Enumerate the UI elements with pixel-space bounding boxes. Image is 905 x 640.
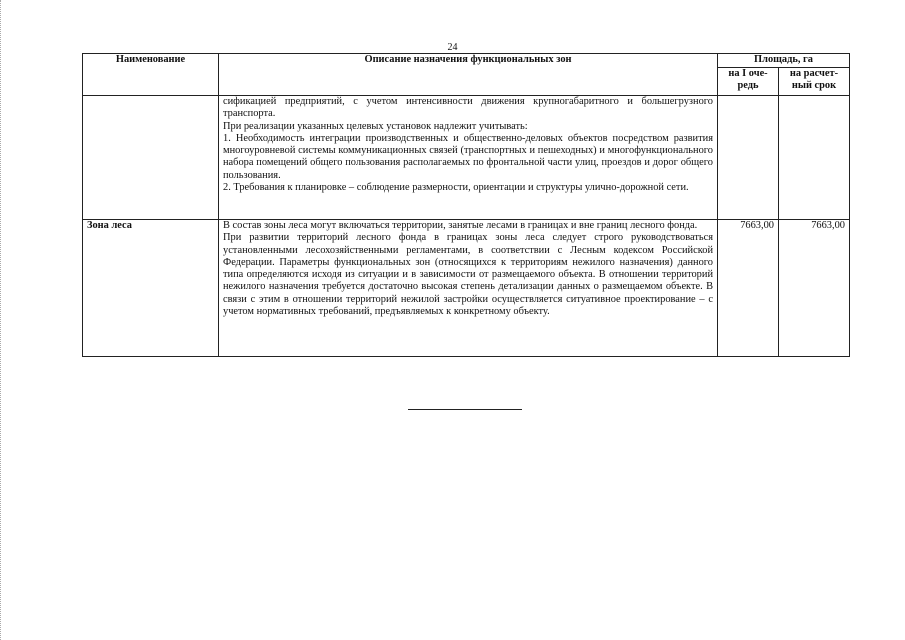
description-paragraph: 2. Требования к планировке – соблюдение размерности, ориентации и структуры улично-дорожной сети.	[223, 182, 689, 194]
header-first-stage: на I оче-редь	[718, 68, 779, 96]
row-estimated-term	[779, 96, 850, 220]
header-area: Площадь, га	[718, 54, 850, 68]
header-estimated-term: на расчет-ный срок	[779, 68, 850, 96]
table-row	[83, 96, 850, 220]
description-paragraph: При реализации указанных целевых установок надлежит учитывать:	[223, 120, 528, 132]
header-row-1	[83, 54, 850, 68]
functional-zones-table	[82, 53, 850, 357]
description-paragraph: сификацией предприятий, с учетом интенсивности движения крупногабаритного и большегрузного транспорта.	[223, 96, 713, 120]
table-row	[83, 220, 850, 357]
header-description: Описание назначения функциональных зон	[219, 54, 718, 96]
row-description	[219, 220, 718, 357]
row-first-stage	[718, 96, 779, 220]
header-name: Наименование	[83, 54, 219, 96]
row-name: Зона леса	[83, 220, 219, 357]
description-paragraph: 1. Необходимость интеграции производственных и общественно-деловых объектов посредством развития многоуровневой системы коммуникационных связей (транспортных и пешеходных) и многофункционального набора помещений общего пользования располагаемых по фронтальной части улиц, проездов и дорог общего пользования.	[223, 132, 713, 181]
end-rule	[408, 409, 522, 410]
scan-edge	[0, 0, 4, 640]
description-paragraph: В состав зоны леса могут включаться территории, занятые лесами в границах и вне границ лесного фонда.	[223, 220, 698, 231]
description-paragraph: При развитии территорий лесного фонда в границах зоны леса следует строго руководствоваться установленными лесохозяйственными регламентами, в соответствии с Лесным кодексом Российской Федерации. Параметры функциональных зон (относящихся к территориям нежилого назначения) данного типа определяются исходя из ситуации и в зависимости от размещаемого объекта. В отношении территорий нежилого назначения требуется достаточно высокая степень детализации данных о размещаемом объекте. В связи с этим в отношении территорий нежилой застройки осуществляется ситуативное проектирование – с учетом нормативных требований, предъявляемых к конкретному объекту.	[223, 232, 713, 318]
row-description	[219, 96, 718, 220]
row-first-stage: 7663,00	[718, 220, 779, 357]
page-number: 24	[447, 42, 458, 53]
row-name	[83, 96, 219, 220]
row-estimated-term: 7663,00	[779, 220, 850, 357]
